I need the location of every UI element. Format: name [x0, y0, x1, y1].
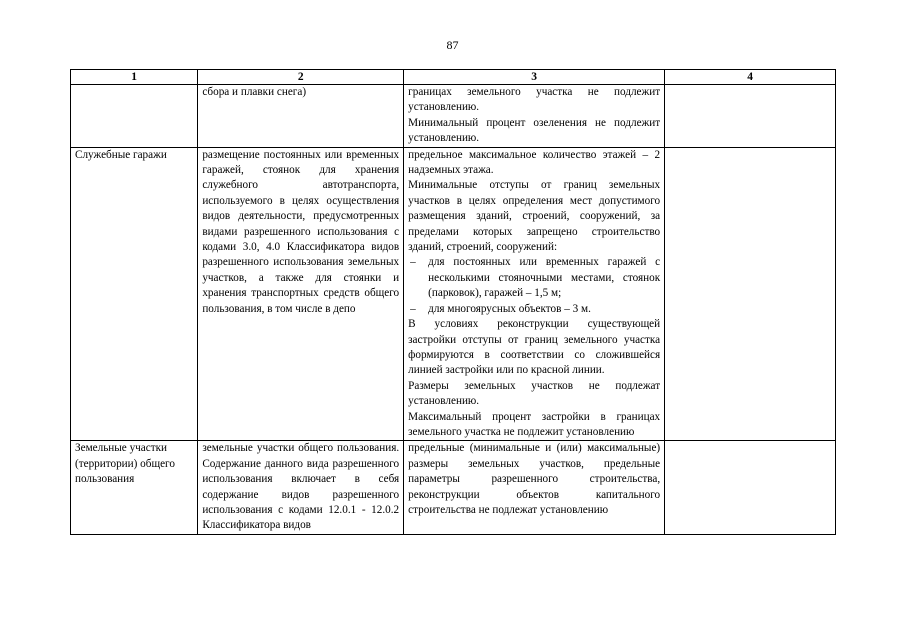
- row1-use-description: [198, 85, 404, 148]
- row3-parameters: [404, 441, 665, 534]
- dash-list-item: [408, 255, 660, 301]
- row2-use-description: [198, 147, 404, 441]
- page-number: 87: [446, 38, 459, 52]
- row1-column4: [665, 85, 836, 148]
- table-header-row: [71, 70, 836, 85]
- row3-description-text: земельные участки общего пользования. Содержание данного вида разрешенного использования включает в себя содержание видов разрешенного использования с кодами 12.0.1 - 12.0.2 Классификатора видов: [202, 442, 400, 532]
- row2-description-text: размещение постоянных или временных гаражей, стоянок для хранения служебного автотранспорта, используемого в целях осуществления видов деятельности, предусмотренных видами разрешенного использования с кодами 3.0, 4.0 Классификатора видов разрешенного использования земельных участков, а также для стоянки и хранения транспортных средств общего пользования, в том числе в депо: [202, 148, 400, 315]
- row3-column4: [665, 441, 836, 534]
- row3-use-description: [198, 441, 404, 534]
- zoning-table: [70, 69, 836, 535]
- row2-parameter-text: В условиях реконструкции существующей застройки отступы от границ земельного участка формируются в соответствии со сложившейся линией застройки или по красной линии.: [408, 318, 661, 377]
- row3-use-name: [71, 441, 198, 534]
- row1-parameters: [404, 85, 665, 148]
- row2-parameter-text: Минимальные отступы от границ земельных участков в целях определения мест допустимого размещения зданий, строений, сооружений, за пределами которых запрещено строительство зданий, строений, сооружений:: [408, 179, 661, 254]
- dash-bullet: –: [410, 256, 416, 269]
- dash-list-text: для постоянных или временных гаражей с несколькими стояночными местами, стоянок (парковок), гаражей – 1,5 м;: [428, 256, 661, 300]
- row2-column4: [665, 147, 836, 441]
- row2-use-name-text: Служебные гаражи: [75, 148, 167, 161]
- column-header-1: 1: [71, 70, 198, 85]
- row3-parameter-text: предельные (минимальные и (или) максимальные) размеры земельных участков, предельные параметры разрешенного строительства, реконструкции объектов капитального строительства не подлежат установлению: [408, 442, 661, 516]
- row2-parameter-text: Максимальный процент застройки в границах земельного участка не подлежит установлению: [408, 410, 661, 438]
- row2-parameter-text: предельное максимальное количество этажей – 2 надземных этажа.: [408, 148, 661, 177]
- table-row: [71, 441, 836, 534]
- row1-use-name: [71, 85, 198, 148]
- row1-description-text: сбора и плавки снега): [202, 86, 307, 98]
- row2-use-name: [71, 147, 198, 441]
- row2-parameter-text: Размеры земельных участков не подлежат установлению.: [408, 379, 661, 408]
- table-row: [71, 147, 836, 441]
- row3-use-name-text: Земельные участки (территории) общего пользования: [75, 442, 175, 486]
- dash-bullet: –: [410, 302, 416, 315]
- row1-parameter-text: границах земельного участка не подлежит установлению.: [408, 86, 661, 114]
- column-header-2: 2: [198, 70, 404, 85]
- table-row: [71, 85, 836, 148]
- column-header-4: 4: [665, 70, 836, 85]
- row1-parameter-text: Минимальный процент озеленения не подлежит установлению.: [408, 116, 661, 145]
- dash-list-text: для многоярусных объектов – 3 м.: [428, 302, 591, 315]
- row2-parameters: [404, 147, 665, 441]
- dash-list-item: [408, 302, 660, 317]
- column-header-3: 3: [404, 70, 665, 85]
